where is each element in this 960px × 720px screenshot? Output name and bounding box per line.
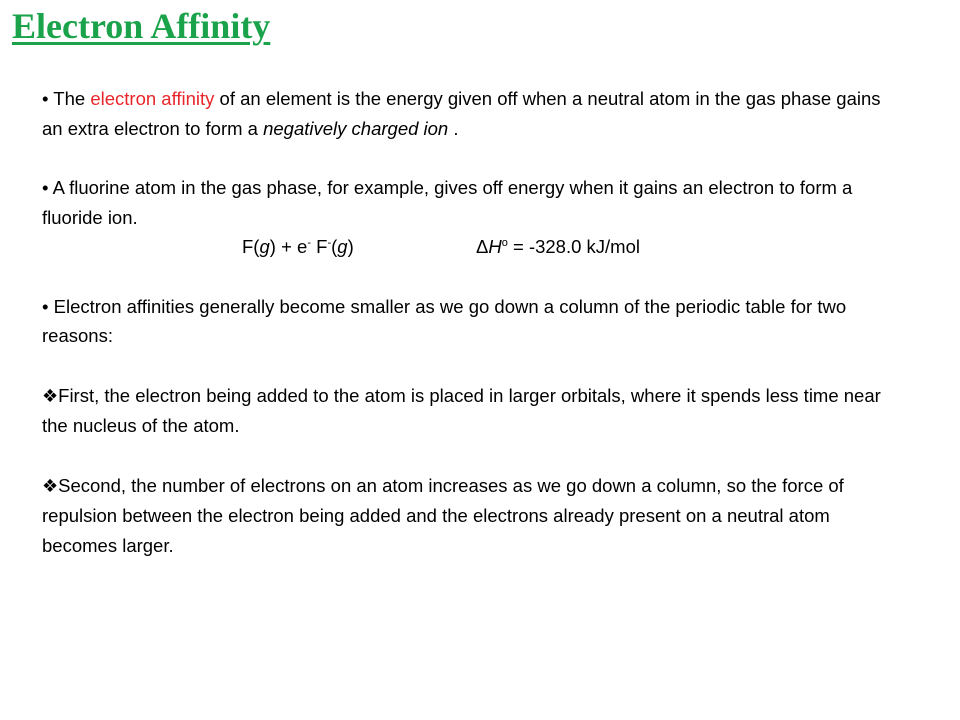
text: The: [53, 88, 91, 109]
diamond-bullet-icon: ❖: [42, 385, 59, 406]
paragraph-trend: [42, 292, 902, 351]
text: Electron affinities generally become smaller as we go down a column of the periodic table for two reasons:: [42, 295, 847, 346]
text: of an element is the energy given off when a neutral atom in the gas phase gains an extra electron to form a: [42, 88, 881, 139]
slide-title: Electron Affinity: [12, 6, 271, 46]
paragraph-fluorine-example: [42, 173, 902, 232]
slide-body: [42, 84, 902, 560]
bullet: •: [42, 88, 49, 109]
bullet: •: [42, 295, 49, 317]
paragraph-reason-one: [42, 381, 902, 441]
paragraph-electron-affinity-definition: [42, 84, 902, 143]
text: First, the electron being added to the atom is placed in larger orbitals, where it spends less time near the nucleus of the atom.: [42, 384, 881, 436]
bullet: •: [42, 177, 49, 198]
highlight-term: electron affinity: [90, 88, 215, 109]
text: .: [448, 117, 459, 139]
italic-term: negatively charged ion: [263, 117, 449, 139]
text: A fluorine atom in the gas phase, for example, gives off energy when it gains an electron to form a fluoride ion.: [42, 177, 853, 228]
text: Second, the number of electrons on an atom increases as we go down a column, so the force of repulsion between the electron being added and the electrons already present on a neutral atom becomes larger.: [42, 474, 844, 556]
enthalpy-value: $\Delta H^o = -328.0$ kJ/mol: [476, 236, 640, 257]
equation-line: [42, 232, 902, 262]
reaction-equation: F(g) + e- F-(g): [242, 236, 354, 257]
paragraph-reason-two: [42, 471, 902, 561]
diamond-bullet-icon: ❖: [42, 475, 59, 496]
